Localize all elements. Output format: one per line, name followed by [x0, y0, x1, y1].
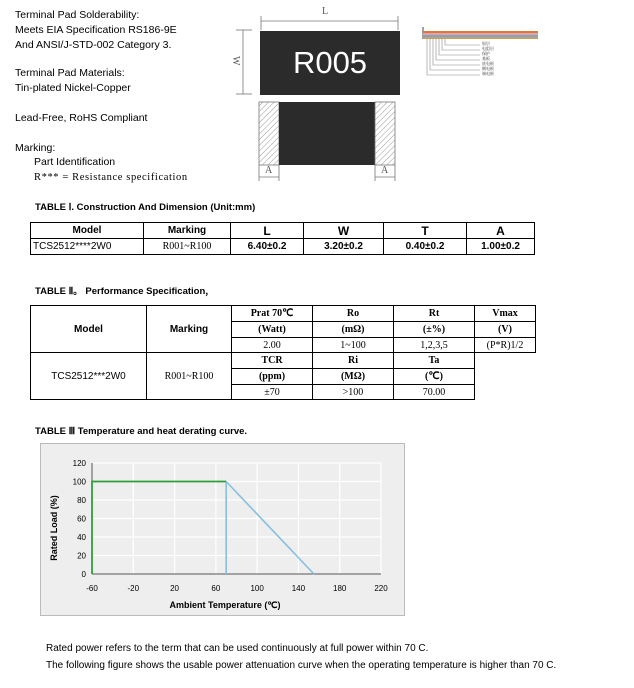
x-tick-label: 220	[374, 584, 388, 593]
cell-L: 6.40±0.2	[231, 239, 304, 255]
prat-unit: (Watt)	[232, 322, 313, 338]
x-tick-label: 140	[291, 584, 306, 593]
y-tick-label: 20	[77, 551, 86, 561]
empty-cell	[475, 353, 536, 400]
vmax-header: Vmax	[475, 306, 536, 322]
ro-unit: (mΩ)	[313, 322, 394, 338]
resistance-spec: R*** = Resistance specification	[34, 172, 188, 183]
y-tick-label: 100	[72, 477, 86, 487]
layer-label: 端电极	[482, 71, 494, 76]
cell-W: 3.20±0.2	[304, 239, 384, 255]
x-tick-label: 100	[250, 584, 264, 593]
solderability-line: Terminal Pad Solderability:	[15, 9, 140, 21]
vmax-value: (P*R)1/2	[475, 338, 536, 353]
tcr-header: TCR	[232, 353, 313, 369]
dimension-A-left: A	[265, 165, 273, 176]
vmax-unit: (V)	[475, 322, 536, 338]
cell-model: TCS2512****2W0	[31, 239, 144, 255]
leadfree-text: Lead-Free, RoHS Compliant	[15, 112, 148, 124]
derating-chart	[40, 443, 405, 616]
cell-marking: R001~R100	[144, 239, 231, 255]
header-model: Model	[31, 306, 147, 353]
dimension-W-label: W	[230, 56, 241, 66]
table3-title: TABLE Ⅲ Temperature and heat derating curve.	[35, 426, 248, 437]
ri-value: >100	[313, 385, 394, 400]
x-tick-label: -60	[86, 584, 98, 593]
ta-header: Ta	[394, 353, 475, 369]
rt-header: Rt	[394, 306, 475, 322]
dimension-A-right: A	[381, 165, 389, 176]
table1-title: TABLE Ⅰ. Construction And Dimension (Unit:mm)	[35, 202, 256, 213]
ro-value: 1~100	[313, 338, 394, 353]
y-tick-label: 0	[81, 570, 86, 579]
y-tick-label: 60	[77, 514, 86, 524]
header-A: A	[467, 223, 535, 239]
cell-T: 0.40±0.2	[384, 239, 467, 255]
construction-table	[30, 222, 535, 255]
layer-label: 银层	[482, 41, 490, 46]
part-identification: Part Identification	[34, 156, 116, 168]
layer-cross-section	[420, 25, 540, 95]
x-tick-label: 20	[170, 584, 180, 593]
layer-label: 电阻层	[482, 46, 494, 51]
rt-value: 1,2,3,5	[394, 338, 475, 353]
ri-header: Ri	[313, 353, 394, 369]
materials-text	[15, 66, 131, 96]
layer-label: 侧电极	[482, 66, 494, 71]
x-axis-label: Ambient Temperature (℃)	[169, 600, 281, 610]
y-tick-label: 120	[72, 459, 86, 468]
tcr-unit: (ppm)	[232, 369, 313, 385]
x-tick-label: 180	[333, 584, 347, 593]
cell-marking-value: R001~R100	[147, 353, 232, 400]
layer-labels	[482, 41, 494, 76]
x-tick-label: 60	[211, 584, 221, 593]
chip-marking: R005	[260, 31, 400, 95]
solderability-text	[15, 8, 177, 53]
ri-unit: (MΩ)	[313, 369, 394, 385]
marking-title: Marking:	[15, 142, 56, 154]
header-L: L	[231, 223, 304, 239]
header-marking: Marking	[147, 306, 232, 353]
ta-value: 70.00	[394, 385, 475, 400]
materials-line: Tin-plated Nickel-Copper	[15, 82, 131, 94]
table-row	[31, 239, 535, 255]
dimension-L-label: L	[322, 6, 329, 17]
footer-line-1: Rated power refers to the term that can be used continuously at full power within 70 C.	[46, 643, 429, 654]
materials-line: Terminal Pad Materials:	[15, 67, 125, 79]
table2-title: TABLE Ⅱ。 Performance Specification，	[35, 286, 215, 297]
cell-A: 1.00±0.2	[467, 239, 535, 255]
solderability-line: And ANSI/J-STD-002 Category 3.	[15, 39, 172, 51]
footer-line-2: The following figure shows the usable power attenuation curve when the operating temperature is higher than 70 C.	[46, 660, 557, 671]
ro-header: Ro	[313, 306, 394, 322]
solderability-line: Meets EIA Specification RS186-9E	[15, 24, 177, 36]
rt-unit: (±%)	[394, 322, 475, 338]
bottom-view-drawing	[258, 101, 408, 187]
header-model: Model	[31, 223, 144, 239]
layer-label: 基板	[482, 56, 490, 61]
layer-label: 底电极	[482, 61, 494, 66]
cell-model-value: TCS2512***2W0	[31, 353, 147, 400]
header-marking: Marking	[144, 223, 231, 239]
x-tick-label: -20	[127, 584, 140, 593]
header-W: W	[304, 223, 384, 239]
ta-unit: (℃)	[394, 369, 475, 385]
prat-value: 2.00	[232, 338, 313, 353]
performance-table	[30, 305, 536, 400]
layer-label: 保护	[482, 51, 490, 56]
y-axis-label: Rated Load (%)	[49, 495, 59, 561]
table-header-row	[31, 223, 535, 239]
header-T: T	[384, 223, 467, 239]
top-view-drawing	[228, 6, 418, 96]
y-tick-label: 80	[77, 496, 86, 505]
y-tick-label: 40	[77, 533, 86, 542]
layer-stack	[420, 25, 540, 89]
tcr-value: ±70	[232, 385, 313, 400]
prat-header: Prat 70℃	[232, 306, 313, 322]
